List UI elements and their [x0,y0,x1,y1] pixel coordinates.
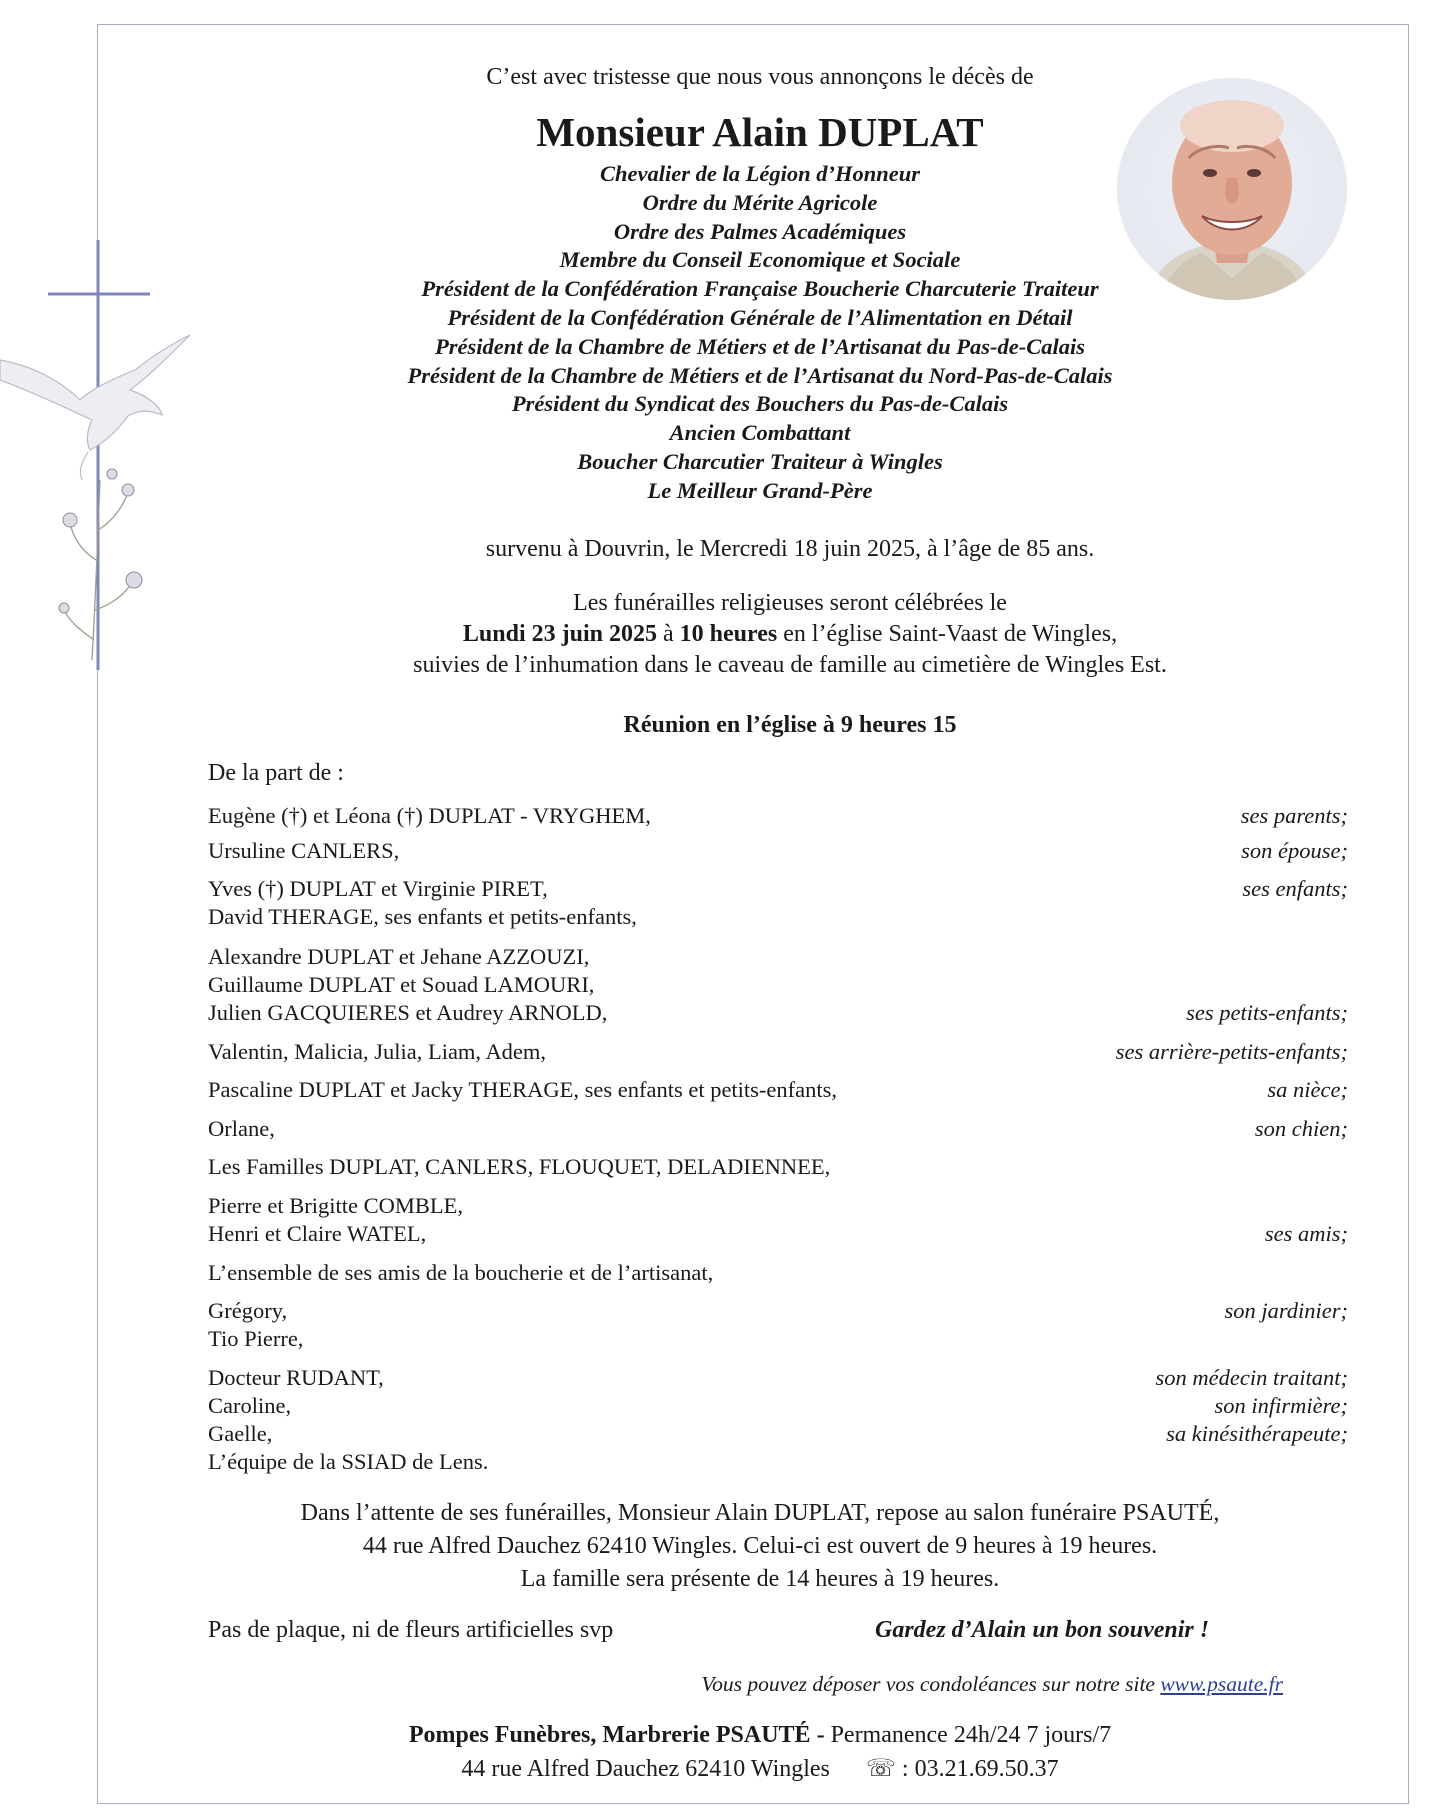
family-name: David THERAGE, ses enfants et petits-enfants, [208,904,637,929]
family-name: L’équipe de la SSIAD de Lens. [208,1449,489,1474]
from-label: De la part de : [208,760,344,786]
family-relation: son médecin traitant; [1155,1365,1348,1390]
wake-info [200,1497,1320,1596]
condolences-note [701,1672,1283,1697]
family-relation: ses parents; [1240,803,1348,828]
dove-icon [0,335,190,480]
family-relation: son épouse; [1241,838,1348,863]
wake-line: Dans l’attente de ses funérailles, Monsieur Alain DUPLAT, repose au salon funéraire PSAUTÉ, [300,1500,1220,1526]
reunion-info: Réunion en l’église à 9 heures 15 [623,712,957,738]
family-name: Yves (†) DUPLAT et Virginie PIRET, [208,876,548,901]
funeral-home-name: Pompes Funèbres, Marbrerie PSAUTÉ [408,1722,811,1748]
cross-dove-decoration [0,230,200,690]
phone-number: : 03.21.69.50.37 [901,1756,1059,1782]
souvenir-note: Gardez d’Alain un bon souvenir ! [875,1617,1210,1643]
funeral-home-contact [200,1754,1320,1783]
title-line: Chevalier de la Légion d’Honneur [600,161,920,186]
family-name: Alexandre DUPLAT et Jehane AZZOUZI, [208,944,590,969]
condolences-text: Vous pouvez déposer vos condoléances sur notre site [701,1672,1161,1696]
family-name: Docteur RUDANT, [208,1365,384,1390]
funeral-place: en l’église Saint-Vaast de Wingles, [777,621,1118,647]
death-notice: survenu à Douvrin, le Mercredi 18 juin 2025, à l’âge de 85 ans. [485,536,1095,562]
footer-separator: - [810,1722,831,1748]
funeral-line-1: Les funérailles religieuses seront célébrées le [573,590,1007,616]
title-line: Boucher Charcutier Traiteur à Wingles [577,448,943,474]
title-line: Le Meilleur Grand-Père [647,477,873,503]
title-line: Président de la Chambre de Métiers et de l’Artisanat du Pas-de-Calais [435,333,1085,359]
family-name: Julien GACQUIERES et Audrey ARNOLD, [208,1000,608,1025]
family-name: Orlane, [208,1116,275,1141]
title-line: Président du Syndicat des Bouchers du Pas-de-Calais [511,391,1009,417]
titles-list [200,160,1320,506]
family-name: Les Familles DUPLAT, CANLERS, FLOUQUET, DELADIENNEE, [208,1154,831,1179]
family-name: Henri et Claire WATEL, [208,1221,427,1246]
family-name: Valentin, Malicia, Julia, Liam, Adem, [208,1039,547,1064]
family-name: Caroline, [208,1393,292,1418]
title-line: Président de la Confédération Générale de l’Alimentation en Détail [447,304,1073,330]
family-name: Pascaline DUPLAT et Jacky THERAGE, ses enfants et petits-enfants, [208,1077,838,1102]
wake-line: 44 rue Alfred Dauchez 62410 Wingles. Celui-ci est ouvert de 9 heures à 19 heures. [362,1533,1158,1559]
family-relation: ses arrière-petits-enfants; [1115,1039,1348,1064]
no-flowers-note: Pas de plaque, ni de fleurs artificielles svp [208,1617,614,1643]
family-name: L’ensemble de ses amis de la boucherie et de l’artisanat, [208,1260,714,1285]
website-link[interactable]: www.psaute.fr [1160,1672,1283,1696]
family-relation: ses petits-enfants; [1186,1000,1348,1025]
funeral-line-2 [290,619,1290,650]
title-line: Ordre des Palmes Académiques [613,218,907,244]
title-line: Président de la Chambre de Métiers et de l’Artisanat du Nord-Pas-de-Calais [407,362,1113,388]
family-relation: ses enfants; [1242,876,1348,901]
intro-text: C’est avec tristesse que nous vous annonçons le décès de [486,64,1034,90]
title-line: Ordre du Mérite Agricole [642,189,878,215]
funeral-line-3: suivies de l’inhumation dans le caveau de famille au cimetière de Wingles Est. [413,652,1167,678]
family-relation: son chien; [1254,1116,1348,1141]
flower-petals-icon [59,469,142,613]
funeral-home-address: 44 rue Alfred Dauchez 62410 Wingles [461,1756,830,1782]
title-line: Président de la Confédération Française Boucherie Charcuterie Traiteur [421,276,1099,302]
title-line: Ancien Combattant [669,420,851,446]
family-name: Guillaume DUPLAT et Souad LAMOURI, [208,972,595,997]
funeral-time: 10 heures [679,621,778,647]
phone-icon: ☏ [865,1756,896,1782]
funeral-at: à [657,621,680,647]
family-name: Ursuline CANLERS, [208,838,400,863]
family-relation: sa nièce; [1267,1077,1348,1102]
funeral-info [290,588,1290,681]
deceased-name: Monsieur Alain DUPLAT [536,109,984,155]
family-relation: son jardinier; [1224,1298,1348,1323]
family-relation: ses amis; [1264,1221,1348,1246]
family-name: Pierre et Brigitte COMBLE, [208,1193,463,1218]
family-name: Eugène (†) et Léona (†) DUPLAT - VRYGHEM, [208,803,651,828]
title-line: Membre du Conseil Economique et Sociale [559,247,961,273]
family-name: Gaelle, [208,1421,273,1446]
permanence-text: Permanence 24h/24 7 jours/7 [830,1722,1112,1748]
family-relation: son infirmière; [1214,1393,1348,1418]
family-name: Tio Pierre, [208,1326,304,1351]
funeral-home-line [200,1722,1320,1749]
family-name: Grégory, [208,1298,288,1323]
wake-line: La famille sera présente de 14 heures à 19 heures. [520,1566,1000,1592]
funeral-date: Lundi 23 juin 2025 [462,621,657,647]
family-relation: sa kinésithérapeute; [1166,1421,1348,1446]
